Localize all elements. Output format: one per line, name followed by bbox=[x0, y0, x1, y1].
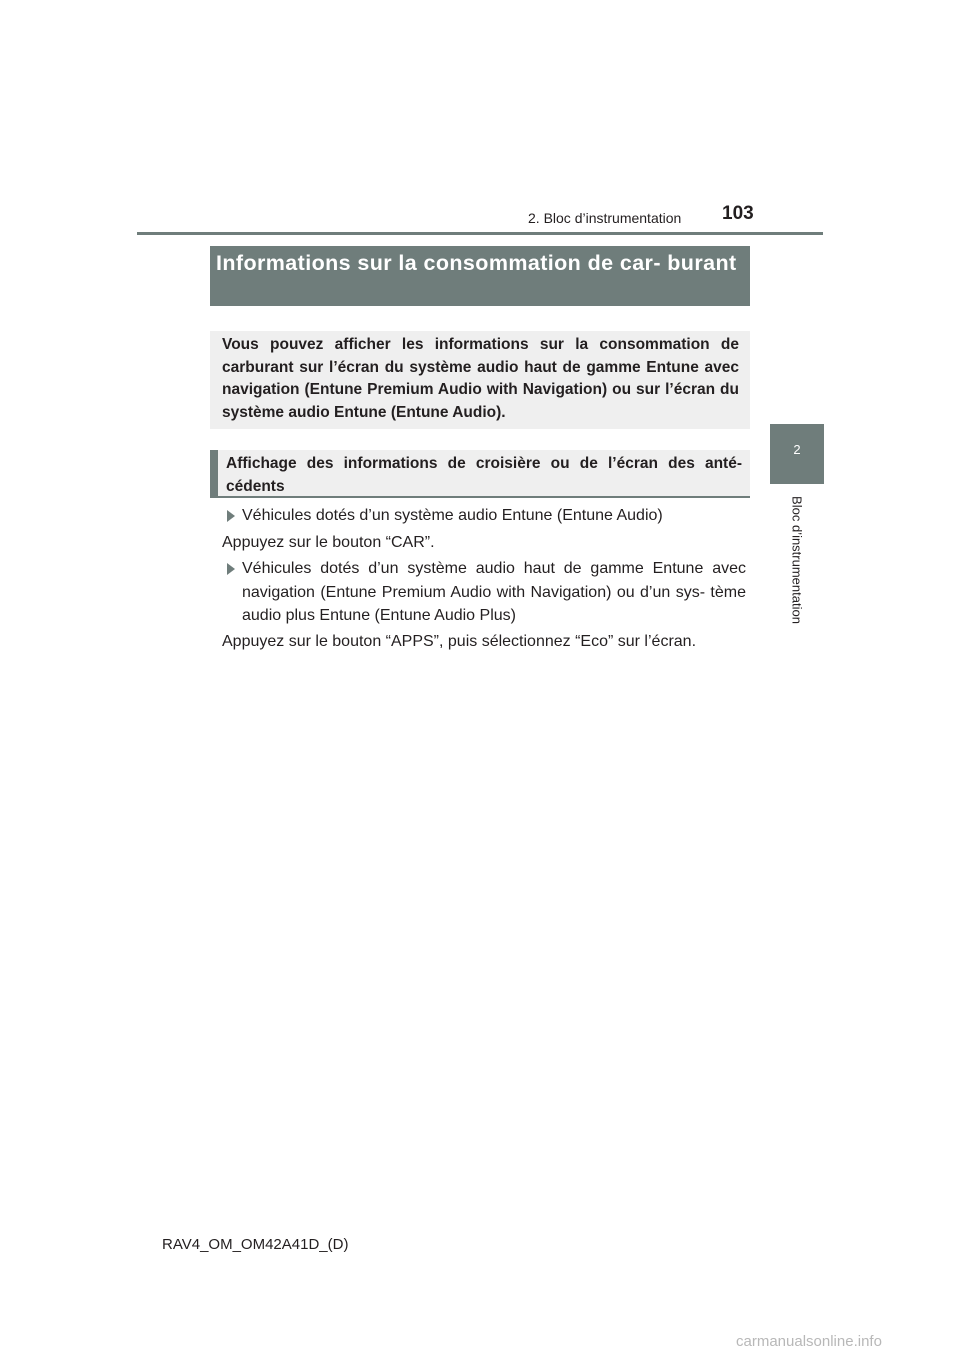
header-rule bbox=[137, 232, 823, 235]
chapter-tab bbox=[770, 424, 824, 484]
page-number: 103 bbox=[722, 203, 754, 224]
section-title: 2. Bloc d’instrumentation bbox=[528, 210, 682, 226]
chapter-number: 2 bbox=[793, 442, 801, 457]
document-code: RAV4_OM_OM42A41D_(D) bbox=[162, 1236, 349, 1253]
condition-text: Véhicules dotés d’un système audio haut de gamme Entune avec navigation (Entune Premium Audio with Navigation) ou d’un sys- tème audio plus Entune (Entune Audio Plus) bbox=[242, 560, 746, 624]
watermark: carmanualsonline.info bbox=[736, 1333, 882, 1350]
triangle-bullet-icon bbox=[227, 563, 235, 575]
triangle-bullet-icon bbox=[227, 510, 235, 522]
instruction-text: Appuyez sur le bouton “APPS”, puis sélectionnez “Eco” sur l’écran. bbox=[222, 633, 697, 650]
intro-paragraph: Vous pouvez afficher les informations sur la consommation de carburant sur l’écran du système audio haut de gamme Entune avec navigation (Entune Premium Audio with Navigation) ou sur l’écran du système audio Entune (Entune Audio). bbox=[210, 331, 750, 429]
condition-item bbox=[222, 557, 746, 628]
instruction-text: Appuyez sur le bouton “CAR”. bbox=[222, 534, 435, 551]
page-title: Informations sur la consommation de car- burant bbox=[210, 246, 750, 306]
subheading: Affichage des informations de croisière ou de l’écran des anté- cédents bbox=[210, 450, 750, 498]
condition-item bbox=[222, 504, 746, 528]
chapter-label: Bloc d’instrumentation bbox=[789, 496, 805, 624]
condition-text: Véhicules dotés d’un système audio Entune (Entune Audio) bbox=[242, 507, 663, 524]
